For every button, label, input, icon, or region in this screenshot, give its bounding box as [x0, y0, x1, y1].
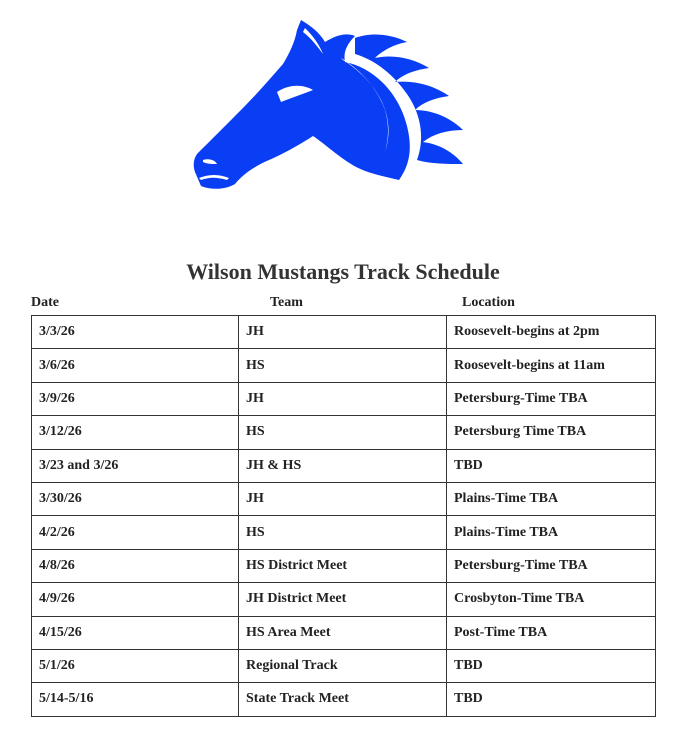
- cell-team: JH: [239, 316, 447, 349]
- table-row: [32, 416, 656, 449]
- table-row: [32, 316, 656, 349]
- table-row: [32, 616, 656, 649]
- table-row: [32, 516, 656, 549]
- cell-team: HS: [239, 516, 447, 549]
- table-row: [32, 549, 656, 582]
- cell-date: 4/15/26: [32, 616, 239, 649]
- cell-location: Roosevelt-begins at 2pm: [447, 316, 656, 349]
- cell-location: Crosbyton-Time TBA: [447, 583, 656, 616]
- cell-team: HS Area Meet: [239, 616, 447, 649]
- cell-team: JH: [239, 482, 447, 515]
- header-location: Location: [462, 295, 515, 310]
- cell-team: JH District Meet: [239, 583, 447, 616]
- cell-location: Petersburg-Time TBA: [447, 549, 656, 582]
- cell-date: 5/14-5/16: [32, 683, 239, 716]
- cell-location: TBD: [447, 449, 656, 482]
- cell-team: HS District Meet: [239, 549, 447, 582]
- cell-location: TBD: [447, 683, 656, 716]
- cell-date: 3/9/26: [32, 382, 239, 415]
- table-row: [32, 583, 656, 616]
- cell-location: Plains-Time TBA: [447, 516, 656, 549]
- cell-team: Regional Track: [239, 649, 447, 682]
- cell-date: 3/23 and 3/26: [32, 449, 239, 482]
- cell-date: 4/8/26: [32, 549, 239, 582]
- cell-date: 4/2/26: [32, 516, 239, 549]
- cell-team: State Track Meet: [239, 683, 447, 716]
- table-row: [32, 382, 656, 415]
- cell-date: 4/9/26: [32, 583, 239, 616]
- header-team: Team: [270, 295, 303, 310]
- schedule-table: [31, 315, 656, 717]
- cell-location: TBD: [447, 649, 656, 682]
- cell-team: HS: [239, 416, 447, 449]
- table-row: [32, 449, 656, 482]
- table-row: [32, 482, 656, 515]
- column-headers: [0, 293, 686, 313]
- cell-location: Petersburg-Time TBA: [447, 382, 656, 415]
- cell-team: JH: [239, 382, 447, 415]
- table-row: [32, 683, 656, 716]
- cell-date: 3/6/26: [32, 349, 239, 382]
- table-row: [32, 649, 656, 682]
- cell-date: 3/30/26: [32, 482, 239, 515]
- schedule-body: [32, 316, 656, 717]
- cell-team: JH & HS: [239, 449, 447, 482]
- table-row: [32, 349, 656, 382]
- cell-location: Post-Time TBA: [447, 616, 656, 649]
- mustang-head-icon: [185, 14, 485, 192]
- cell-date: 3/3/26: [32, 316, 239, 349]
- header-date: Date: [31, 295, 59, 310]
- cell-date: 3/12/26: [32, 416, 239, 449]
- cell-location: Petersburg Time TBA: [447, 416, 656, 449]
- cell-team: HS: [239, 349, 447, 382]
- page-title: Wilson Mustangs Track Schedule: [186, 259, 500, 284]
- cell-date: 5/1/26: [32, 649, 239, 682]
- cell-location: Roosevelt-begins at 11am: [447, 349, 656, 382]
- cell-location: Plains-Time TBA: [447, 482, 656, 515]
